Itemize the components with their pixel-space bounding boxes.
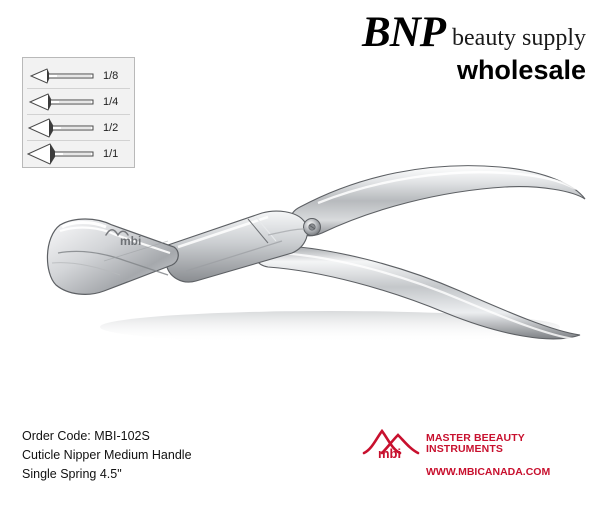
- svg-text:mbi: mbi: [378, 446, 402, 459]
- brand-header: [362, 9, 586, 85]
- legend-row: [27, 63, 130, 88]
- mbi-tagline-line1: MASTER BEEAUTY: [426, 431, 525, 444]
- legend-label: 1/2: [103, 121, 119, 134]
- legend-label: 1/1: [103, 147, 119, 160]
- product-photo: [0, 95, 600, 395]
- brand-name-bnp: BNP: [362, 9, 446, 56]
- mbi-wordmark: [426, 430, 525, 455]
- mbi-mountain-icon: [362, 425, 420, 459]
- product-info: [22, 427, 192, 484]
- mbi-logo-row: [362, 425, 582, 459]
- brand-tagline-wholesale: wholesale: [456, 54, 586, 85]
- product-name-line: Cuticle Nipper Medium Handle: [22, 448, 192, 462]
- product-spec-line: Single Spring 4.5": [22, 467, 122, 481]
- brand-header-row: [362, 9, 586, 56]
- mbi-website-url: WWW.MBICANADA.COM: [426, 466, 551, 478]
- svg-text:mbi: mbi: [120, 234, 142, 248]
- mbi-tagline-line2: INSTRUMENTS: [426, 442, 503, 455]
- nipper-jaw-icon: [27, 65, 99, 87]
- legend-label: 1/8: [103, 69, 119, 82]
- mbi-logo: [362, 425, 582, 478]
- brand-tagline-beauty-supply: beauty supply: [452, 24, 586, 51]
- legend-label: 1/4: [103, 95, 119, 108]
- order-code-line: Order Code: MBI-102S: [22, 429, 150, 443]
